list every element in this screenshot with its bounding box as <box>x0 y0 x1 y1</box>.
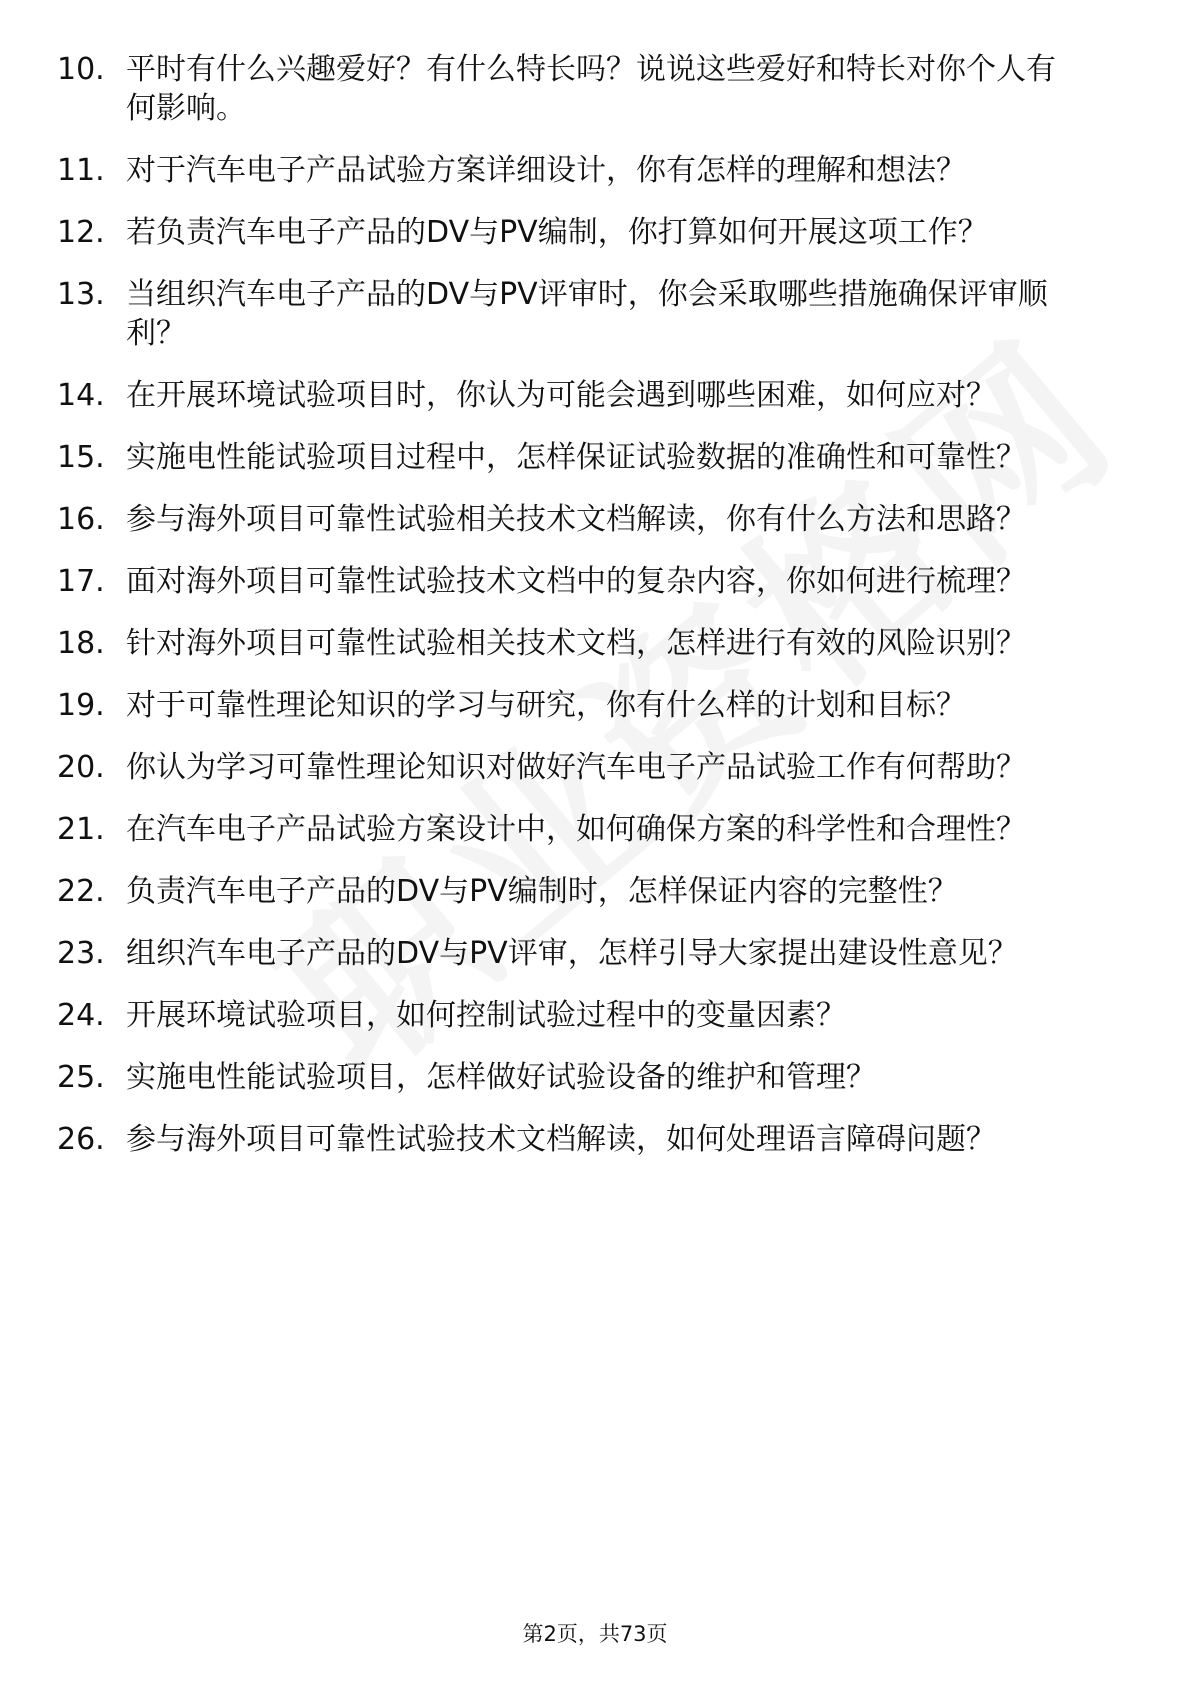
question-text: 在汽车电子产品试验方案设计中，如何确保方案的科学性和合理性？ <box>126 812 1026 847</box>
question-text: 参与海外项目可靠性试验相关技术文档解读，你有什么方法和思路？ <box>126 502 1026 537</box>
question-text: 负责汽车电子产品的DV与PV编制时，怎样保证内容的完整性？ <box>126 874 958 909</box>
question-text: 开展环境试验项目，如何控制试验过程中的变量因素？ <box>126 998 846 1033</box>
question-text: 参与海外项目可靠性试验技术文档解读，如何处理语言障碍问题？ <box>126 1122 996 1157</box>
list-item <box>0 1120 1190 1159</box>
list-item <box>0 1058 1190 1097</box>
list-item <box>0 213 1190 252</box>
list-item <box>0 624 1190 663</box>
question-number: 16. <box>57 502 105 537</box>
list-item <box>0 50 1190 128</box>
question-text: 你认为学习可靠性理论知识对做好汽车电子产品试验工作有何帮助？ <box>126 750 1026 785</box>
list-item <box>0 996 1190 1035</box>
page-footer <box>0 1618 1190 1648</box>
list-item <box>0 810 1190 849</box>
question-text: 若负责汽车电子产品的DV与PV编制，你打算如何开展这项工作？ <box>126 215 988 250</box>
list-item <box>0 934 1190 973</box>
question-number: 19. <box>57 688 105 723</box>
question-text: 面对海外项目可靠性试验技术文档中的复杂内容，你如何进行梳理？ <box>126 564 1026 599</box>
question-number: 20. <box>57 750 105 785</box>
question-number: 14. <box>57 378 105 413</box>
question-number: 21. <box>57 812 105 847</box>
question-number: 22. <box>57 874 105 909</box>
question-number: 11. <box>57 153 105 188</box>
list-item <box>0 748 1190 787</box>
question-text: 对于可靠性理论知识的学习与研究，你有什么样的计划和目标？ <box>126 688 966 723</box>
question-text: 实施电性能试验项目过程中，怎样保证试验数据的准确性和可靠性？ <box>126 440 1026 475</box>
question-number: 17. <box>57 564 105 599</box>
list-item <box>0 872 1190 911</box>
question-text: 组织汽车电子产品的DV与PV评审，怎样引导大家提出建设性意见？ <box>126 936 1018 971</box>
page-number-label: 第2页，共73页 <box>522 1622 668 1646</box>
question-number: 15. <box>57 440 105 475</box>
question-number: 25. <box>57 1060 105 1095</box>
question-text: 对于汽车电子产品试验方案详细设计，你有怎样的理解和想法？ <box>126 153 966 188</box>
question-number: 23. <box>57 936 105 971</box>
question-number: 24. <box>57 998 105 1033</box>
question-number: 12. <box>57 215 105 250</box>
list-item <box>0 376 1190 415</box>
list-item <box>0 275 1190 353</box>
list-item <box>0 686 1190 725</box>
question-text: 当组织汽车电子产品的DV与PV评审时，你会采取哪些措施确保评审顺利？ <box>126 277 1048 351</box>
question-text: 针对海外项目可靠性试验相关技术文档，怎样进行有效的风险识别？ <box>126 626 1026 661</box>
list-item <box>0 151 1190 190</box>
question-list <box>0 50 1190 1182</box>
list-item <box>0 438 1190 477</box>
question-text: 在开展环境试验项目时，你认为可能会遇到哪些困难，如何应对？ <box>126 378 996 413</box>
list-item <box>0 500 1190 539</box>
question-number: 26. <box>57 1122 105 1157</box>
question-text: 实施电性能试验项目，怎样做好试验设备的维护和管理？ <box>126 1060 876 1095</box>
question-number: 13. <box>57 277 105 312</box>
question-text: 平时有什么兴趣爱好？有什么特长吗？说说这些爱好和特长对你个人有何影响。 <box>126 52 1056 126</box>
question-number: 18. <box>57 626 105 661</box>
question-number: 10. <box>57 52 105 87</box>
list-item <box>0 562 1190 601</box>
